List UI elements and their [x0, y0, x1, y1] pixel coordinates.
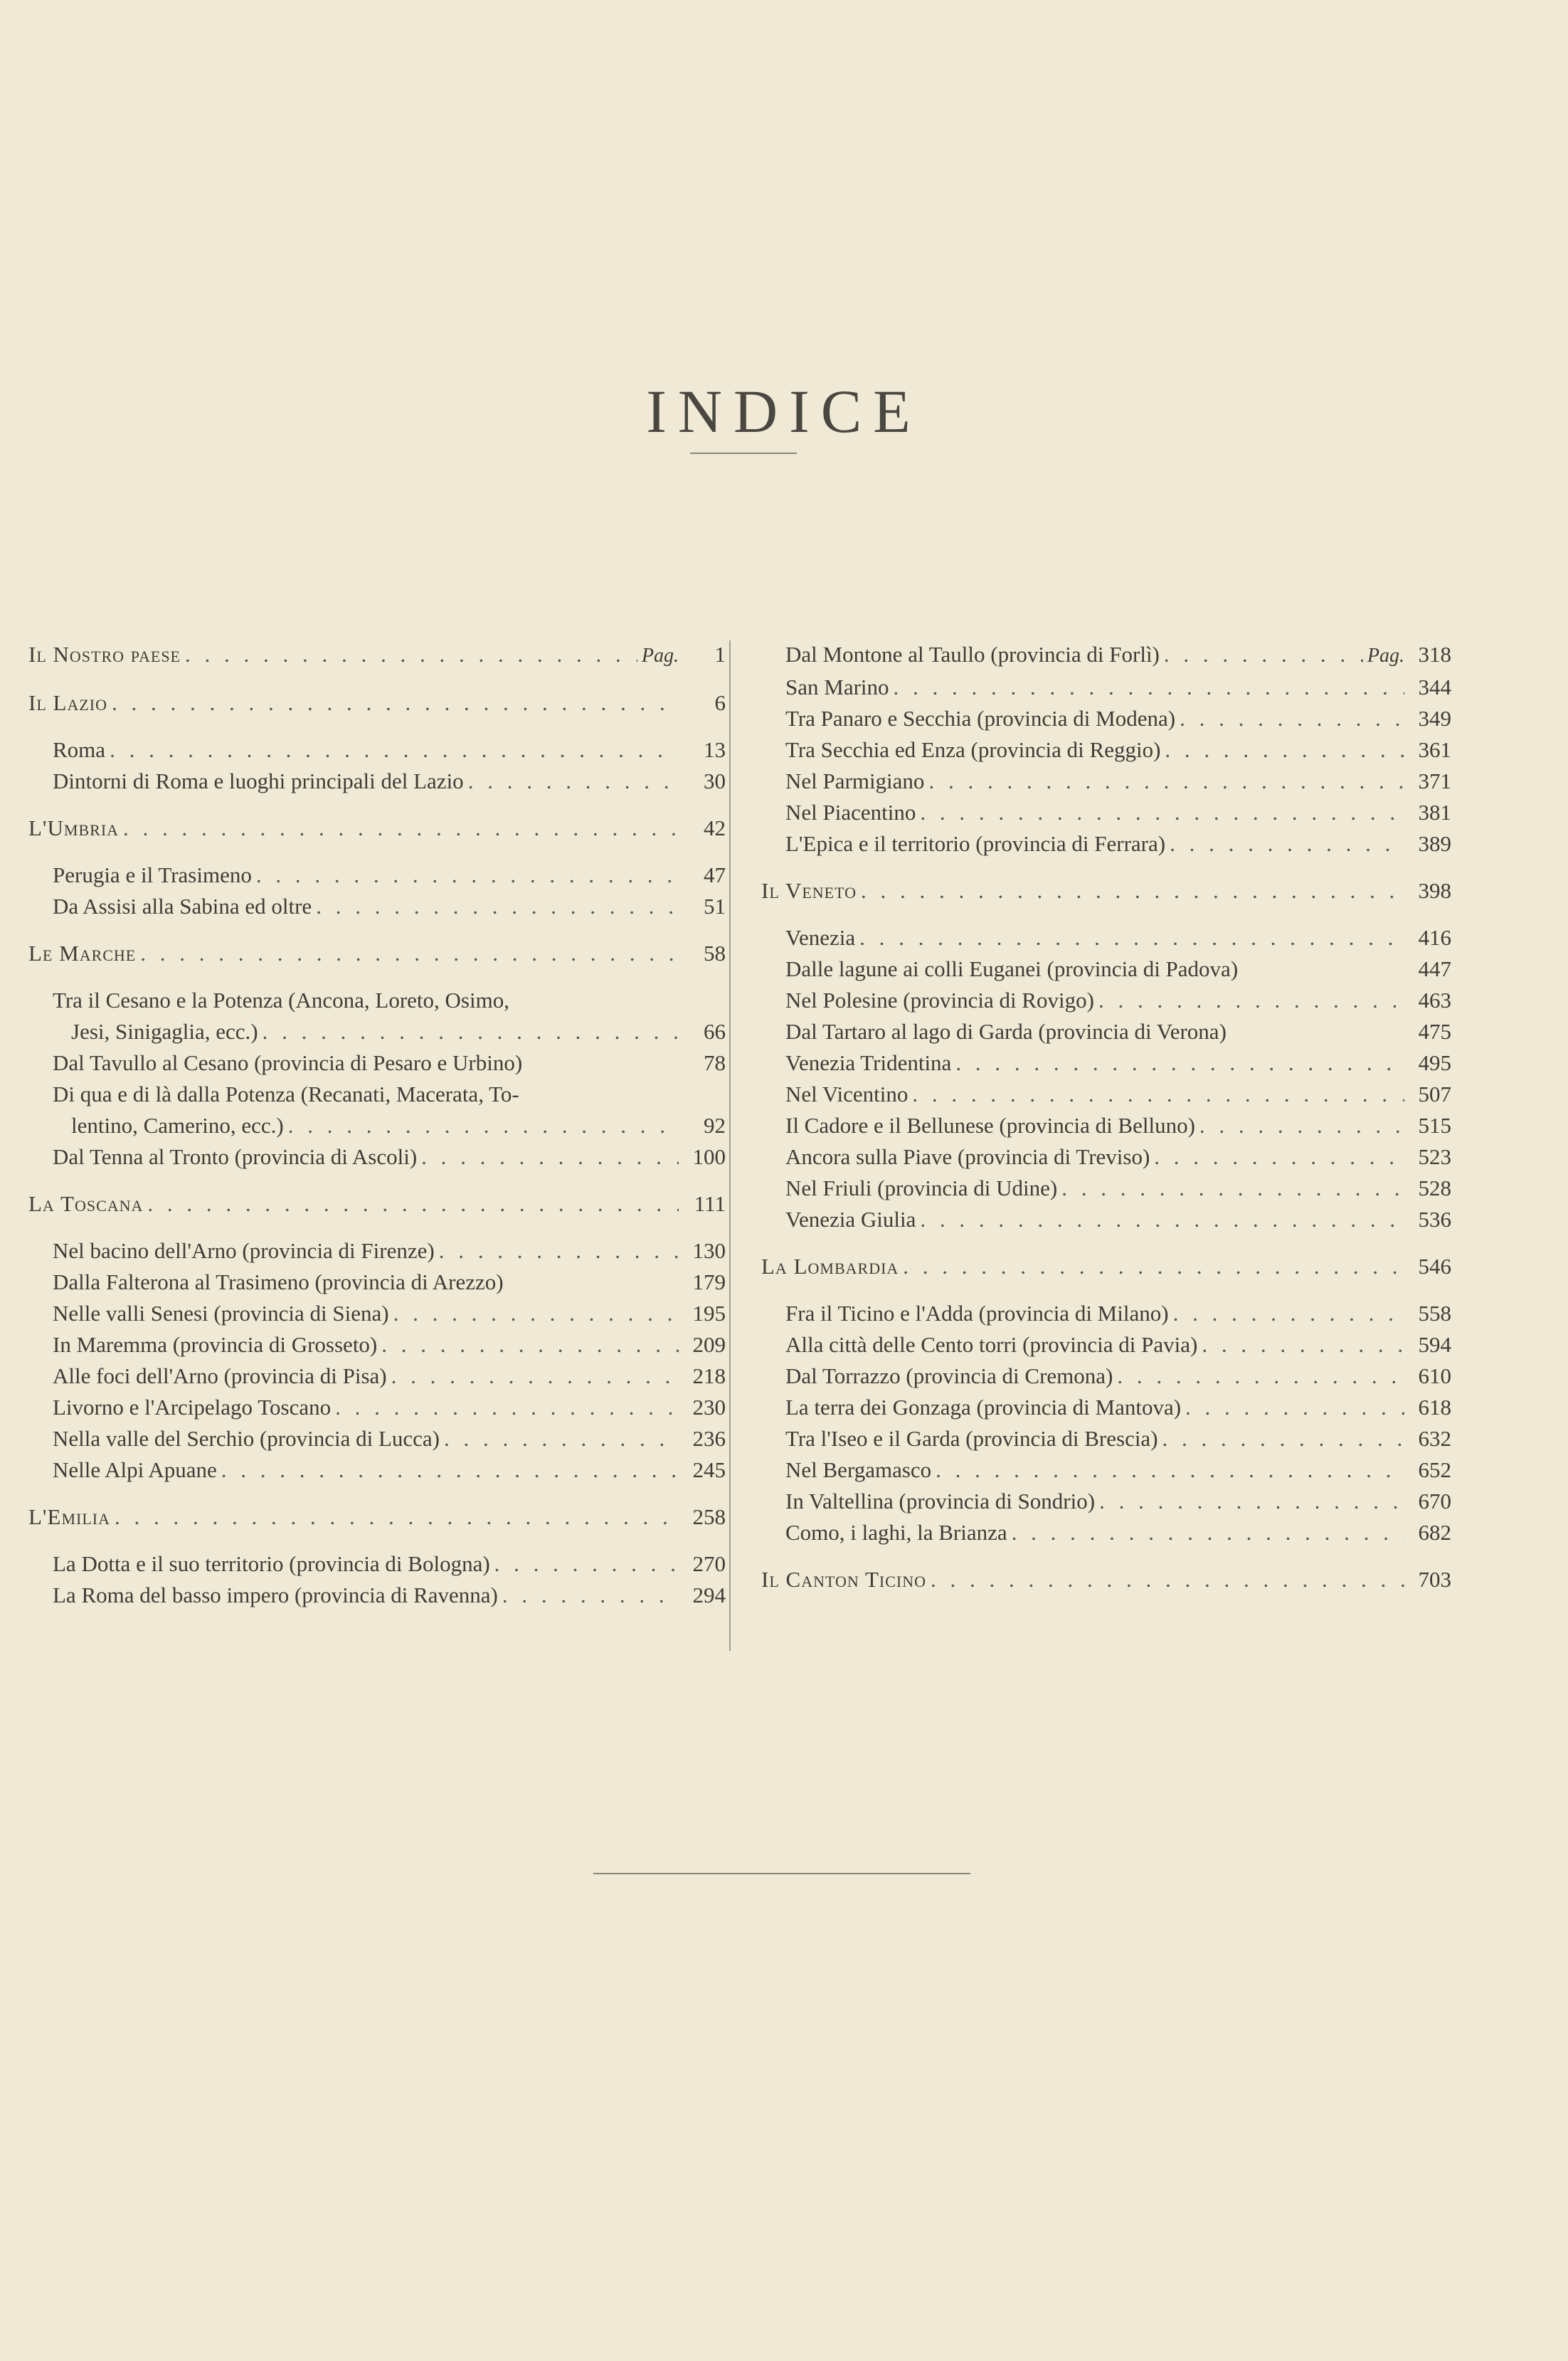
- dot-leader: [119, 813, 679, 844]
- toc-entry[interactable]: [28, 1454, 726, 1486]
- dot-leader: [252, 860, 679, 891]
- toc-entry-title: Nelle Alpi Apuane: [53, 1457, 217, 1482]
- dot-leader: [1113, 1361, 1404, 1392]
- toc-entry-title: In Maremma (provincia di Grosseto): [53, 1332, 378, 1357]
- page-number: 447: [1418, 956, 1451, 981]
- toc-entry[interactable]: [761, 922, 1451, 954]
- toc-entry[interactable]: [28, 1580, 726, 1611]
- toc-entry-title: Tra Panaro e Secchia (provincia di Modena): [785, 706, 1176, 731]
- dot-leader: [926, 1564, 1404, 1595]
- toc-entry-title: La Roma del basso impero (provincia di Ravenna): [53, 1583, 498, 1607]
- dot-leader: [284, 1110, 679, 1141]
- dot-leader: [312, 891, 679, 922]
- dot-leader: [181, 639, 637, 670]
- page-number: 245: [692, 1457, 726, 1482]
- toc-entry-title: San Marino: [785, 675, 889, 699]
- page-number: 523: [1418, 1144, 1451, 1169]
- dot-leader: [1165, 828, 1404, 860]
- toc-entry-title: Il Nostro paese: [28, 642, 181, 667]
- toc-entry-title: Nella valle del Serchio (provincia di Lucca): [53, 1426, 440, 1451]
- toc-entry-title: Il Cadore e il Bellunese (provincia di Belluno): [785, 1113, 1195, 1138]
- toc-entry-title: L'Epica e il territorio (provincia di Ferrara): [785, 831, 1166, 856]
- toc-entry[interactable]: [761, 1454, 1451, 1486]
- toc-entry[interactable]: [761, 1361, 1451, 1392]
- toc-entry-title: Nel Polesine (provincia di Rovigo): [785, 988, 1094, 1013]
- toc-entry[interactable]: [28, 1110, 726, 1141]
- toc-entry-title: Nelle valli Senesi (provincia di Siena): [53, 1301, 389, 1326]
- page-number: 100: [692, 1144, 726, 1169]
- dot-leader: [855, 922, 1404, 954]
- toc-section[interactable]: [28, 639, 726, 672]
- dot-leader: [916, 1204, 1404, 1235]
- toc-entry[interactable]: [28, 1329, 726, 1361]
- page-number: 528: [1418, 1176, 1451, 1200]
- toc-entry[interactable]: [28, 1423, 726, 1454]
- toc-entry-title: Venezia: [785, 925, 856, 950]
- page-number: 258: [692, 1504, 726, 1529]
- page-number: 230: [692, 1395, 726, 1420]
- dot-leader: [1150, 1141, 1404, 1173]
- toc-entry-title: Venezia Giulia: [785, 1207, 916, 1232]
- toc-entry[interactable]: [28, 1298, 726, 1329]
- page-number: 463: [1418, 988, 1451, 1013]
- dot-leader: [924, 766, 1404, 797]
- dot-leader: [435, 1235, 679, 1267]
- dot-leader: [1160, 639, 1363, 670]
- toc-entry-title: Roma: [53, 737, 106, 762]
- page-number: 92: [704, 1113, 726, 1138]
- dot-leader: [1057, 1173, 1404, 1204]
- toc-entry-title: La Lombardia: [761, 1254, 899, 1279]
- toc-entry-title: Dal Torrazzo (provincia di Cremona): [785, 1363, 1113, 1388]
- toc-entry-title: Tra Secchia ed Enza (provincia di Reggio): [785, 737, 1161, 762]
- toc-section[interactable]: [761, 1564, 1451, 1595]
- page-number: 495: [1418, 1050, 1451, 1075]
- toc-entry[interactable]: [761, 797, 1451, 828]
- dot-leader: [889, 672, 1404, 703]
- dot-leader: [899, 1251, 1404, 1282]
- toc-entry-title: La Dotta e il suo territorio (provincia di Bologna): [53, 1551, 490, 1576]
- dot-leader: [136, 938, 679, 969]
- page-number: 703: [1418, 1567, 1451, 1592]
- toc-entry[interactable]: [761, 954, 1451, 985]
- toc-entry-title: Dal Tavullo al Cesano (provincia di Pesaro e Urbino): [53, 1050, 523, 1075]
- toc-section[interactable]: [28, 687, 726, 719]
- dot-leader: [1195, 1110, 1404, 1141]
- page-number: 42: [704, 815, 726, 840]
- page-number: 236: [692, 1426, 726, 1451]
- page-number: 270: [692, 1551, 726, 1576]
- toc-entry-title: Il Veneto: [761, 878, 857, 903]
- page-number: 111: [694, 1191, 726, 1216]
- dot-leader: [143, 1188, 679, 1220]
- page-title: INDICE: [646, 376, 922, 445]
- page-number: 1: [714, 642, 726, 667]
- toc-entry[interactable]: [28, 766, 726, 797]
- toc-entry-title: Perugia e il Trasimeno: [53, 862, 252, 887]
- toc-entry[interactable]: [761, 1110, 1451, 1141]
- toc-entry[interactable]: [761, 1329, 1451, 1361]
- page-number: 58: [704, 941, 726, 966]
- toc-entry[interactable]: [28, 891, 726, 922]
- page-number: 209: [692, 1332, 726, 1357]
- page-number: 318: [1418, 642, 1451, 667]
- dot-leader: [916, 797, 1404, 828]
- toc-section[interactable]: [28, 1501, 726, 1533]
- toc-entry-title: In Valtellina (provincia di Sondrio): [785, 1489, 1096, 1514]
- page-number: 389: [1418, 831, 1451, 856]
- toc-entry[interactable]: [761, 1392, 1451, 1423]
- page-number: 416: [1418, 925, 1451, 950]
- toc-entry[interactable]: [28, 1267, 726, 1298]
- toc-entry-title: Le Marche: [28, 941, 137, 966]
- toc-entry-title: Nel Piacentino: [785, 800, 916, 825]
- dot-leader: [1158, 1423, 1404, 1454]
- page-number: 536: [1418, 1207, 1451, 1232]
- toc-entry[interactable]: [761, 828, 1451, 860]
- page-number: 66: [704, 1019, 726, 1044]
- dot-leader: [417, 1141, 679, 1173]
- dot-leader: [857, 875, 1404, 907]
- page-number: 515: [1418, 1113, 1451, 1138]
- toc-entry[interactable]: [28, 1548, 726, 1580]
- toc-entry-title: Il Canton Ticino: [761, 1567, 927, 1592]
- toc-entry-title: Fra il Ticino e l'Adda (provincia di Milano): [785, 1301, 1169, 1326]
- toc-entry[interactable]: [761, 1047, 1451, 1079]
- dot-leader: [908, 1079, 1404, 1110]
- toc-entry[interactable]: [761, 1016, 1451, 1047]
- toc-entry[interactable]: [761, 672, 1451, 703]
- toc-entry[interactable]: [761, 985, 1451, 1016]
- toc-entry-title: lentino, Camerino, ecc.): [71, 1113, 284, 1138]
- dot-leader: [387, 1361, 679, 1392]
- toc-entry-title: Nel Vicentino: [785, 1082, 909, 1106]
- page-number: 13: [704, 737, 726, 762]
- dot-leader: [110, 1501, 679, 1533]
- toc-section[interactable]: [761, 1251, 1451, 1282]
- page-prefix: Pag.: [1367, 645, 1404, 667]
- toc-entry-title: Nel Parmigiano: [785, 768, 925, 793]
- toc-entry[interactable]: [28, 1361, 726, 1392]
- toc-entry[interactable]: [761, 1517, 1451, 1548]
- toc-entry-title: Como, i laghi, la Brianza: [785, 1520, 1007, 1545]
- dot-leader: [1095, 1486, 1404, 1517]
- toc-entry[interactable]: [761, 1486, 1451, 1517]
- dot-leader: [1160, 734, 1404, 766]
- toc-entry-title: Nel Friuli (provincia di Udine): [785, 1176, 1058, 1200]
- dot-leader: [440, 1423, 679, 1454]
- toc-entry[interactable]: [761, 766, 1451, 797]
- toc-entry-line: Tra il Cesano e la Potenza (Ancona, Loreto, Osimo,: [53, 988, 509, 1013]
- toc-entry-title: Dal Tenna al Tronto (provincia di Ascoli): [53, 1144, 418, 1169]
- page-number: 398: [1418, 878, 1451, 903]
- toc-entry-title: Nel Bergamasco: [785, 1457, 932, 1482]
- toc-entry[interactable]: [761, 1298, 1451, 1329]
- page-number: 546: [1418, 1254, 1451, 1279]
- dot-leader: [1197, 1329, 1404, 1361]
- dot-leader: [490, 1548, 679, 1580]
- dot-leader: [258, 1016, 679, 1047]
- title-rule: [690, 453, 797, 454]
- page-number: 51: [704, 894, 726, 919]
- page-number: 381: [1418, 800, 1451, 825]
- toc-entry-title: Livorno e l'Arcipelago Toscano: [53, 1395, 332, 1420]
- toc-entry[interactable]: [28, 1392, 726, 1423]
- toc-entry-title: Tra l'Iseo e il Garda (provincia di Brescia): [785, 1426, 1158, 1451]
- toc-section[interactable]: [761, 875, 1451, 907]
- toc-entry[interactable]: [28, 1141, 726, 1173]
- dot-leader: [107, 687, 679, 719]
- dot-leader: [1094, 985, 1404, 1016]
- dot-leader: [377, 1329, 679, 1361]
- dot-leader: [464, 766, 679, 797]
- toc-entry[interactable]: [761, 734, 1451, 766]
- bottom-rule: [593, 1873, 970, 1874]
- page-number: 6: [714, 690, 726, 715]
- dot-leader: [331, 1392, 679, 1423]
- toc-entry[interactable]: [761, 1141, 1451, 1173]
- toc-entry[interactable]: [761, 1204, 1451, 1235]
- page-number: 682: [1418, 1520, 1451, 1545]
- dot-leader: [931, 1454, 1404, 1486]
- toc-entry[interactable]: [761, 639, 1451, 672]
- page-number: 632: [1418, 1426, 1451, 1451]
- toc-entry[interactable]: [761, 1079, 1451, 1110]
- toc-entry-title: Il Lazio: [28, 690, 107, 715]
- toc-entry-title: Dalla Falterona al Trasimeno (provincia di Arezzo): [53, 1269, 504, 1294]
- page-number: 558: [1418, 1301, 1451, 1326]
- page-number: 475: [1418, 1019, 1451, 1044]
- page-number: 349: [1418, 706, 1451, 731]
- toc-entry[interactable]: [28, 1016, 726, 1047]
- dot-leader: [389, 1298, 679, 1329]
- toc-entry-title: Venezia Tridentina: [785, 1050, 952, 1075]
- toc-entry[interactable]: [28, 860, 726, 891]
- toc-entry-title: Dal Tartaro al lago di Garda (provincia di Verona): [785, 1019, 1227, 1044]
- page-number: 47: [704, 862, 726, 887]
- toc-entry-title: La Toscana: [28, 1191, 144, 1216]
- toc-entry[interactable]: [761, 1423, 1451, 1454]
- page-number: 652: [1418, 1457, 1451, 1482]
- toc-entry-title: L'Umbria: [28, 815, 120, 840]
- page-number: 371: [1418, 768, 1451, 793]
- dot-leader: [1169, 1298, 1404, 1329]
- column-divider: [729, 640, 731, 1651]
- dot-leader: [105, 734, 679, 766]
- toc-section[interactable]: [28, 1188, 726, 1220]
- page-number: 610: [1418, 1363, 1451, 1388]
- page-number: 507: [1418, 1082, 1451, 1106]
- toc-entry-title: Dalle lagune ai colli Euganei (provincia di Padova): [785, 956, 1239, 981]
- toc-entry-title: L'Emilia: [28, 1504, 110, 1529]
- toc-entry[interactable]: [761, 1173, 1451, 1204]
- toc-section[interactable]: [28, 938, 726, 969]
- page-number: 594: [1418, 1332, 1451, 1357]
- page-number: 30: [704, 768, 726, 793]
- page-number: 361: [1418, 737, 1451, 762]
- toc-entry-title: Dal Montone al Taullo (provincia di Forlì): [785, 642, 1160, 667]
- toc-entry-title: Nel bacino dell'Arno (provincia di Firenze): [53, 1238, 435, 1263]
- toc-entry-title: Ancora sulla Piave (provincia di Treviso): [785, 1144, 1150, 1169]
- toc-entry-title: La terra dei Gonzaga (provincia di Mantova): [785, 1395, 1182, 1420]
- dot-leader: [498, 1580, 679, 1611]
- toc-entry-line: Di qua e di là dalla Potenza (Recanati, Macerata, To-: [53, 1082, 519, 1106]
- dot-leader: [1007, 1517, 1404, 1548]
- page-number: 179: [692, 1269, 726, 1294]
- dot-leader: [951, 1047, 1404, 1079]
- toc-entry-title: Da Assisi alla Sabina ed oltre: [53, 894, 312, 919]
- toc-entry[interactable]: [28, 1047, 726, 1079]
- toc-entry[interactable]: [28, 1235, 726, 1267]
- page-prefix: Pag.: [641, 645, 679, 667]
- page-number: 618: [1418, 1395, 1451, 1420]
- toc-entry-title: Alle foci dell'Arno (provincia di Pisa): [53, 1363, 387, 1388]
- toc-entry[interactable]: [28, 734, 726, 766]
- dot-leader: [1175, 703, 1404, 734]
- page-number: 195: [692, 1301, 726, 1326]
- toc-entry-title: Alla città delle Cento torri (provincia di Pavia): [785, 1332, 1198, 1357]
- page-number: 294: [692, 1583, 726, 1607]
- page-number: 78: [704, 1050, 726, 1075]
- toc-entry[interactable]: [761, 703, 1451, 734]
- toc-entry-title: Dintorni di Roma e luoghi principali del Lazio: [53, 768, 464, 793]
- page-number: 344: [1418, 675, 1451, 699]
- page-number: 218: [692, 1363, 726, 1388]
- toc-entry-title: Jesi, Sinigaglia, ecc.): [71, 1019, 258, 1044]
- page-number: 130: [692, 1238, 726, 1263]
- toc-right-column: [761, 639, 1451, 1595]
- toc-section[interactable]: [28, 813, 726, 844]
- dot-leader: [1181, 1392, 1404, 1423]
- toc-left-column: [28, 639, 726, 1611]
- dot-leader: [217, 1454, 679, 1486]
- page-number: 670: [1418, 1489, 1451, 1514]
